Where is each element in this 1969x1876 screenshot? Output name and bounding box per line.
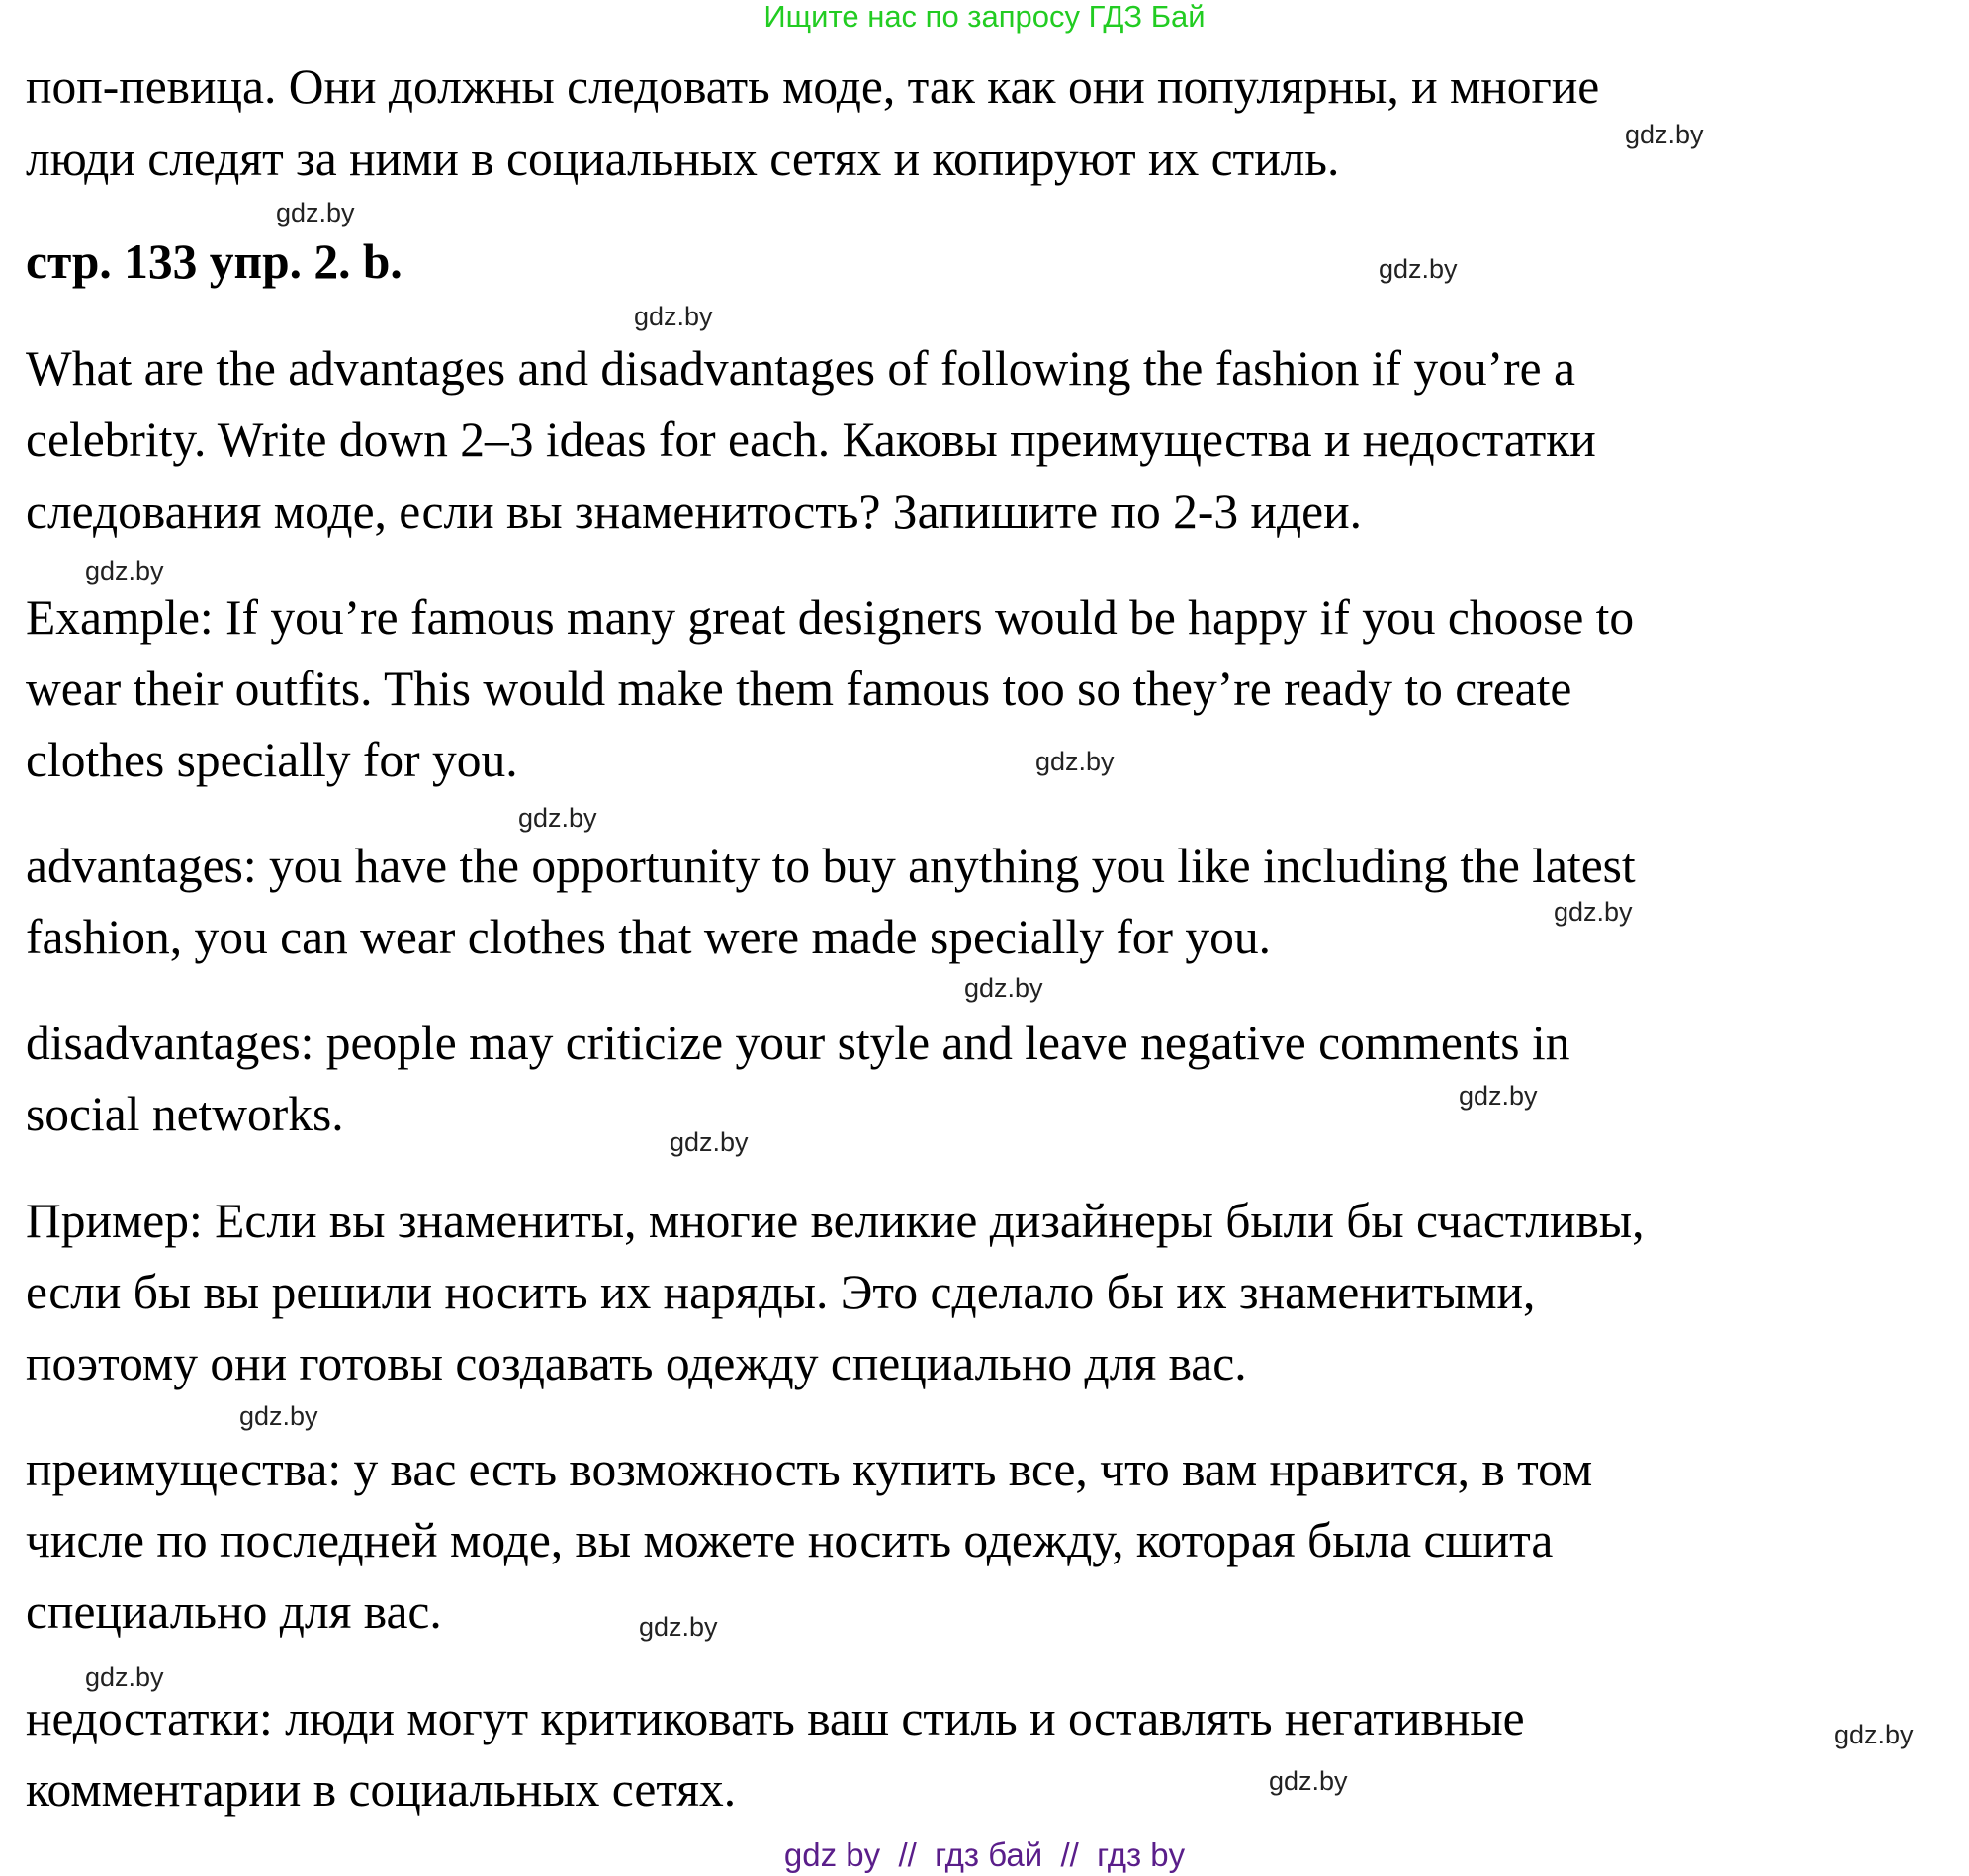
site-footer-banner: gdz by // гдз бай // гдз by (783, 1836, 1186, 1873)
intro-line-1: поп-певица. Они должны следовать моде, так как они популярны, и многие (26, 59, 1600, 114)
example-en-line-2: wear their outfits. This would make them famous too so they’re ready to create (26, 662, 1572, 716)
advantages-ru-line-1: преимущества: у вас есть возможность купить все, что вам нравится, в том (26, 1442, 1593, 1496)
task-line-1: What are the advantages and disadvantages of following the fashion if you’re a (26, 341, 1575, 396)
watermark: gdz.by (964, 973, 1043, 1003)
watermark: gdz.by (670, 1127, 749, 1157)
site-search-banner: Ищите нас по запросу ГДЗ Бай (763, 0, 1206, 34)
task-line-3: следования моде, если вы знаменитость? Запишите по 2-3 идеи. (26, 485, 1362, 539)
advantages-ru-line-3: специально для вас. (26, 1584, 442, 1639)
watermark: gdz.by (276, 198, 355, 227)
example-en-line-1: Example: If you’re famous many great designers would be happy if you choose to (26, 590, 1635, 645)
watermark: gdz.by (1459, 1081, 1538, 1111)
watermark: gdz.by (639, 1612, 718, 1642)
watermark: gdz.by (1379, 254, 1458, 284)
intro-line-2: люди следят за ними в социальных сетях и копируют их стиль. (26, 132, 1340, 186)
watermark: gdz.by (1269, 1766, 1348, 1796)
watermark: gdz.by (634, 302, 713, 331)
watermark: gdz.by (1554, 897, 1633, 927)
disadvantages-en-line-2: social networks. (26, 1087, 344, 1141)
watermark: gdz.by (518, 803, 597, 833)
advantages-en-line-2: fashion, you can wear clothes that were made specially for you. (26, 910, 1272, 964)
watermark: gdz.by (1835, 1720, 1914, 1749)
exercise-heading: стр. 133 упр. 2. b. (26, 234, 403, 289)
example-ru-line-2: если бы вы решили носить их наряды. Это сделало бы их знаменитыми, (26, 1265, 1536, 1319)
watermark: gdz.by (85, 556, 164, 585)
advantages-ru-line-2: числе по последней моде, вы можете носить одежду, которая была сшита (26, 1513, 1554, 1567)
disadvantages-ru-line-1: недостатки: люди могут критиковать ваш стиль и оставлять негативные (26, 1691, 1525, 1745)
advantages-en-line-1: advantages: you have the opportunity to buy anything you like including the latest (26, 839, 1636, 893)
disadvantages-ru-line-2: комментарии в социальных сетях. (26, 1762, 737, 1817)
watermark: gdz.by (1625, 120, 1704, 149)
watermark: gdz.by (239, 1401, 318, 1431)
watermark: gdz.by (1035, 747, 1115, 776)
example-ru-line-3: поэтому они готовы создавать одежду специально для вас. (26, 1336, 1247, 1390)
watermark: gdz.by (85, 1662, 164, 1692)
disadvantages-en-line-1: disadvantages: people may criticize your style and leave negative comments in (26, 1016, 1570, 1070)
example-en-line-3: clothes specially for you. (26, 733, 518, 787)
example-ru-line-1: Пример: Если вы знамениты, многие великие дизайнеры были бы счастливы, (26, 1194, 1645, 1248)
task-line-2: celebrity. Write down 2–3 ideas for each. Каковы преимущества и недостатки (26, 412, 1596, 467)
